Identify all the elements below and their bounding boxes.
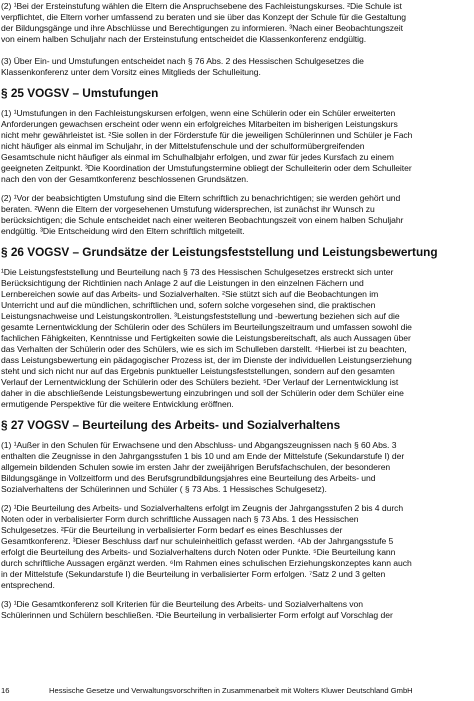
text-line: beraten. ²Wenn die Eltern der vorgesehenen Umstufung widersprechen, ist zunächst ihr Wunsch zu (1, 204, 375, 214)
text-line: Sozialverhaltens der Schülerinnen und Schüler ( § 73 Abs. 1 Hessisches Schulgesetz). (1, 484, 327, 494)
text-line: steht und sich nicht nur auf das Ergebnis punktueller Leistungsfeststellungen, sondern auf den gesamten (1, 366, 395, 376)
text-line: allgemein bildenden Schulen sowie im ersten Jahr der zweijährigen Berufsfachschulen, der besonderen (1, 462, 391, 472)
text-line: Unterricht und auf die mündlichen, schriftlichen und, sofern solche vorgesehen sind, die praktischen (1, 300, 376, 310)
text-line: von einem halben Schuljahr nach der Ersteinstufung entscheidet die Klassenkonferenz endgültig. (1, 34, 367, 44)
text-line: Schulgesetzes. ²Für die Beurteilung in verbalisierter Form bedarf es eines Beschlusses der (1, 525, 343, 535)
section-heading: § 25 VOGSV – Umstufungen (1, 86, 159, 100)
text-line: gesamte Lernentwicklung der Schülerin oder des Schülers im Beurteilungszeitraum und umfassen sowohl die (1, 322, 412, 332)
text-line: Noten oder in verbalisierter Form durch schriftliche Aussagen nach § 73 Abs. 1 des Hessischen (1, 514, 359, 524)
text-line: Verlauf der Lernentwicklung der Schülerin oder des Schülers bezieht. ⁵Der Verlauf der Lernentwicklung ist (1, 377, 399, 387)
text-line: Anforderungen gewachsen erscheint oder wenn ein erfolgreiches Mitarbeiten im bisherigen Leistungskurs (1, 119, 398, 129)
text-line: enthalten die Zeugnisse in den Jahrgangsstufen 1 bis 10 und am Ende der Mittelstufe (Sekundarstufe I) der (1, 451, 405, 461)
footer-text: Hessische Gesetze und Verwaltungsvorschriften in Zusammenarbeit mit Wolters Kluwer Deutschland GmbH (49, 686, 413, 695)
text-line: Leistungsnachweise und Leistungskontrollen. ³Leistungsfeststellung und -bewertung beziehen sich auf die (1, 311, 400, 321)
text-line: Bildungsgänge in Vollzeitform und des Berufsgrundbildungsjahres eine Beurteilung des Arbeits- und (1, 473, 376, 483)
page-number: 16 (1, 686, 10, 695)
text-line: Schülerinnen und Schülern beschließen. ²Die Beurteilung in verbalisierter Form erfolgt auf Vorschlag der (1, 610, 393, 620)
text-line: Gesamtkonferenz. ³Dieser Beschluss darf nur schuleinheitlich gefasst werden. ⁴Ab der Jahrgangsstufe 5 (1, 536, 394, 546)
text-line: (3) Über Ein- und Umstufungen entscheidet nach § 76 Abs. 2 des Hessischen Schulgesetzes die (1, 56, 364, 66)
text-line: ¹Die Leistungsfeststellung und Beurteilung nach § 73 des Hessischen Schulgesetzes erstreckt sich unter (1, 267, 394, 277)
text-line: berücksichtigen; die Schule entscheidet nach einer weiteren Beobachtungszeit von einem halben Schuljahr (1, 215, 404, 225)
section-heading: § 27 VOGSV – Beurteilung des Arbeits- und Sozialverhaltens (1, 418, 341, 432)
text-line: (1) ¹Umstufungen in den Fachleistungskursen erfolgen, wenn eine Schülerin oder ein Schüler erweiterten (1, 108, 396, 118)
text-line: ermutigende Perspektive für die weitere Entwicklung eröffnen. (1, 399, 234, 409)
text-line: fachlichen Fähigkeiten, Kenntnisse und Fertigkeiten sowie die Leistungsbereitschaft, als auch Aussagen über (1, 333, 411, 343)
text-line: entsprechend. (1, 580, 55, 590)
text-line: Lernbereichen sowie auf das Arbeits- und Sozialverhalten. ²Sie stützt sich auf die Beobachtungen im (1, 289, 379, 299)
text-line: in der Mittelstufe (Sekundarstufe I) die Beurteilung in verbalisierter Form erfolgen. ⁷Satz 2 und 3 gelten (1, 569, 386, 579)
text-line: endgültig. ³Die Entscheidung wird den Eltern schriftlich mitgeteilt. (1, 226, 245, 236)
text-line: nach den von der Gesamtkonferenz beschlossenen Grundsätzen. (1, 174, 249, 184)
text-line: der Bildungsgänge und ihre Abschlüsse und Berechtigungen zu informieren. ³Nach einer Beobachtungszeit (1, 23, 403, 33)
text-line: (3) ¹Die Gesamtkonferenz soll Kriterien für die Beurteilung des Arbeits- und Sozialverhaltens von (1, 599, 363, 609)
text-line: durch schriftliche Aussagen ergänzt werden. ⁶Im Rahmen eines schulischen Erziehungskonzeptes kann auch (1, 558, 412, 568)
text-line: (2) ¹Bei der Ersteinstufung wählen die Eltern die Anspruchsebene des Fachleistungskurses. ²Die Schule ist (1, 1, 402, 11)
text-line: Klassenkonferenz unter dem Vorsitz eines Mitglieds der Schulleitung. (1, 67, 261, 77)
text-line: nicht mehr gewährleistet ist. ²Sie sollen in der Förderstufe für die jeweiligen Schülerinnen und Schüler je Fach (1, 130, 413, 140)
text-line: Berücksichtigung der Richtlinien nach Anlage 2 auf die Leistungen in den einzelnen Fächern und (1, 278, 364, 288)
page-footer (1, 686, 472, 696)
text-line: Gesamtschule nicht häufiger als einmal im Schulhalbjahr erfolgen, und zwar für jedes Kursfach zu einem (1, 152, 394, 162)
text-line: (1) ¹Außer in den Schulen für Erwachsene und den Abschluss- und Abgangszeugnissen nach § 60 Abs. 3 (1, 440, 397, 450)
text-line: erfolgt die Beurteilung des Arbeits- und Sozialverhaltens durch Noten oder Punkte. ⁵Die Beurteilung kann (1, 547, 396, 557)
text-line: (2) ¹Die Beurteilung des Arbeits- und Sozialverhaltens erfolgt im Zeugnis der Jahrgangsstufen 2 bis 4 durch (1, 503, 404, 513)
text-line: nicht häufiger als einmal im Schuljahr, in der Mittelstufenschule und der schulformübergreifenden (1, 141, 365, 151)
text-line: dass Leistungsbewertung ein pädagogischer Prozess ist, der im Dienste der individuellen Leistungserziehung (1, 355, 412, 365)
section-heading: § 26 VOGSV – Grundsätze der Leistungsfeststellung und Leistungsbewertung (1, 245, 438, 259)
text-line: geeigneten Zeitpunkt. ³Die Koordination der Umstufungstermine obliegt der Schulleiterin oder dem Schulleiter (1, 163, 412, 173)
text-line: das Verhalten der Schülerin oder des Schülers, wie es sich im Schulleben darstellt. ⁴Hierbei ist zu beachten, (1, 344, 407, 354)
text-line: verpflichtet, die Eltern vorher umfassend zu beraten und sie über das Konzept der Schule für die Gestaltung (1, 12, 407, 22)
text-line: (2) ¹Vor der beabsichtigten Umstufung sind die Eltern schriftlich zu benachrichtigen; sie werden gehört und (1, 193, 401, 203)
text-line: daher in die abschließende Leistungsbewertung einzubringen und soll der Schülerin oder dem Schüler eine (1, 388, 404, 398)
